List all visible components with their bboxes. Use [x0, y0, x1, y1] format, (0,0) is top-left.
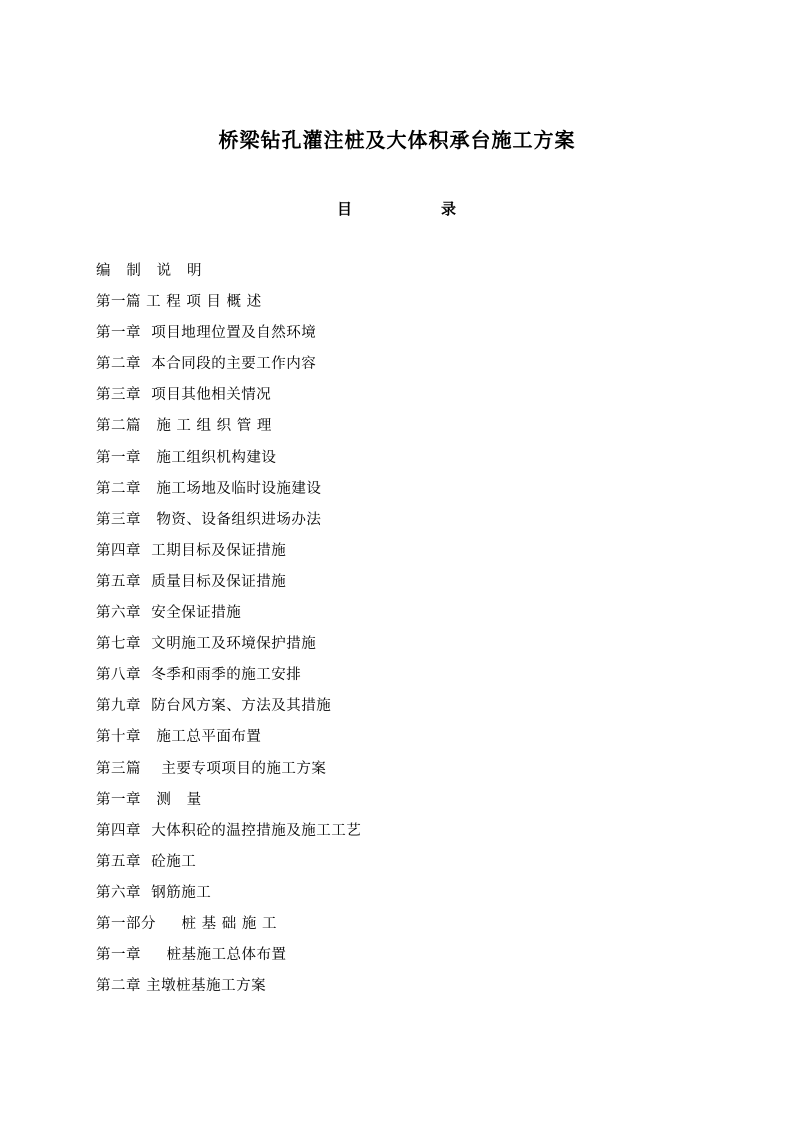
toc-item: 第十章 施工总平面布置 — [96, 729, 262, 746]
toc-item: 第四章 工期目标及保证措施 — [96, 542, 287, 559]
toc-heading — [0, 196, 794, 222]
toc-item: 第二篇 施 工 组 织 管 理 — [96, 418, 272, 435]
toc-item: 第一章 桩基施工总体布置 — [96, 947, 287, 964]
toc-item: 第一篇 工 程 项 目 概 述 — [96, 294, 262, 311]
toc-item: 第二章 本合同段的主要工作内容 — [96, 356, 317, 373]
toc-list — [96, 256, 361, 1002]
toc-item: 第四章 大体积砼的温控措施及施工工艺 — [96, 822, 362, 839]
toc-item: 第六章 钢筋施工 — [96, 884, 212, 901]
toc-item: 第五章 砼施工 — [96, 853, 197, 870]
toc-item: 第三章 物资、设备组织进场办法 — [96, 511, 322, 528]
document-title: 桥梁钻孔灌注桩及大体积承台施工方案 — [218, 128, 576, 152]
toc-item: 第一章 施工组织机构建设 — [96, 449, 277, 466]
toc-item: 第一章 测 量 — [96, 791, 202, 808]
toc-item: 第七章 文明施工及环境保护措施 — [96, 636, 317, 653]
toc-item: 第一部分 桩 基 础 施 工 — [96, 915, 277, 932]
toc-heading-char-1: 目 — [337, 200, 353, 218]
toc-item: 第九章 防台风方案、方法及其措施 — [96, 698, 332, 715]
toc-heading-char-2: 录 — [441, 200, 457, 218]
toc-item: 第二章 主墩桩基施工方案 — [96, 978, 267, 995]
toc-item: 第三篇 主要专项项目的施工方案 — [96, 760, 327, 777]
toc-item: 第三章 项目其他相关情况 — [96, 387, 272, 404]
toc-item: 第六章 安全保证措施 — [96, 605, 242, 622]
toc-item: 第八章 冬季和雨季的施工安排 — [96, 667, 302, 684]
toc-item: 编 制 说 明 — [96, 263, 202, 279]
toc-item: 第一章 项目地理位置及自然环境 — [96, 325, 317, 342]
toc-item: 第二章 施工场地及临时设施建设 — [96, 480, 322, 497]
toc-item: 第五章 质量目标及保证措施 — [96, 573, 287, 590]
